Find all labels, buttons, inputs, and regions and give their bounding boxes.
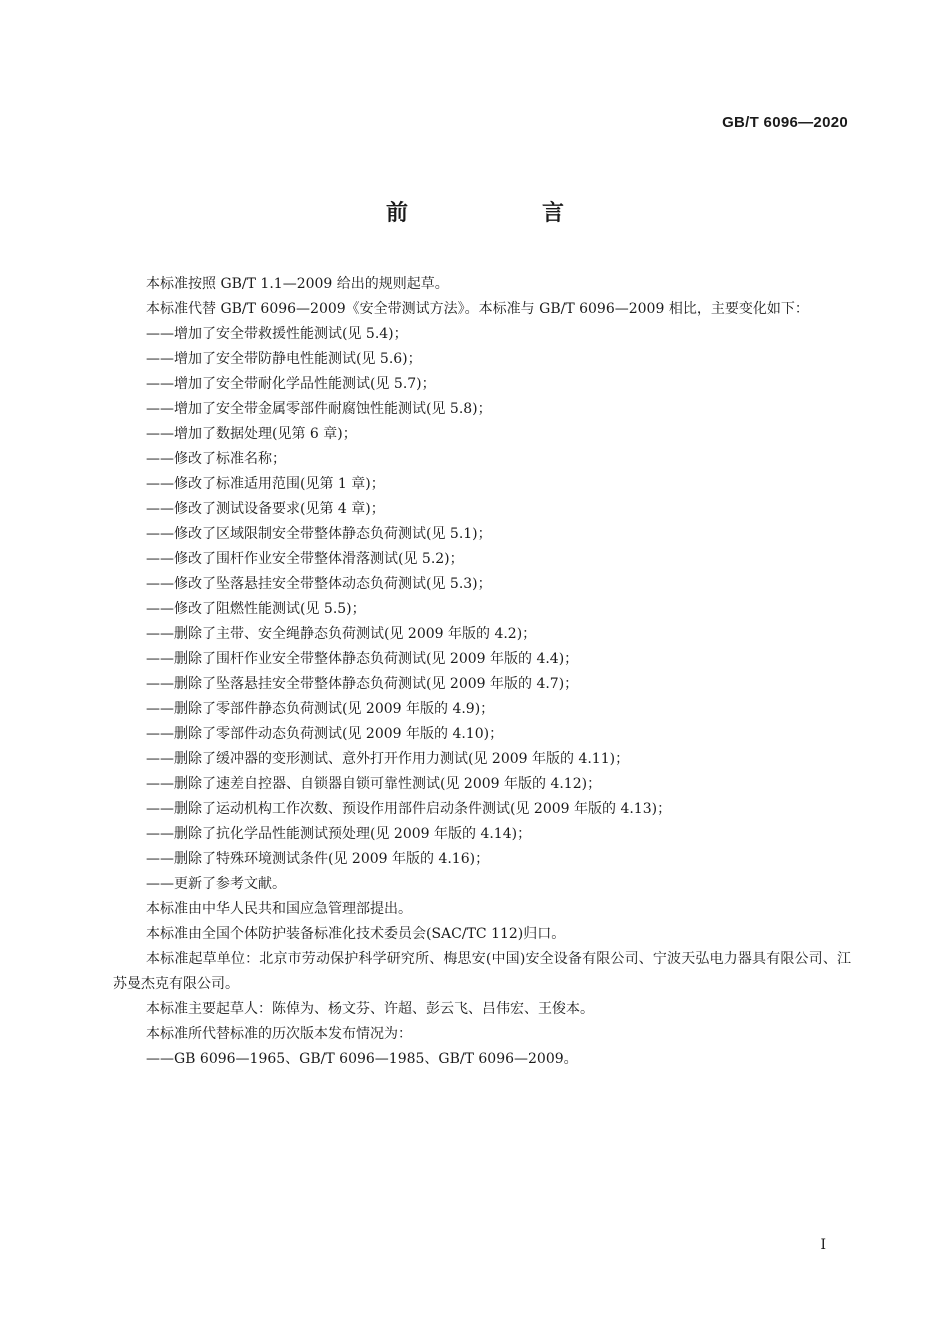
list-item: ——删除了缓冲器的变形测试、意外打开作用力测试(见 2009 年版的 4.11)； <box>146 751 630 767</box>
list-item: ——修改了标准适用范围(见第 1 章)； <box>146 476 385 492</box>
list-item: ——删除了围杆作业安全带整体静态负荷测试(见 2009 年版的 4.4)； <box>146 651 579 667</box>
standard-number: GB/T 6096—2020 <box>722 114 848 131</box>
list-item: ——修改了围杆作业安全带整体滑落测试(见 5.2)； <box>146 551 464 567</box>
list-item: ——增加了安全带防静电性能测试(见 5.6)； <box>146 351 422 367</box>
list-item: ——增加了安全带耐化学品性能测试(见 5.7)； <box>146 376 436 392</box>
list-item: ——修改了标准名称； <box>146 451 286 467</box>
closing-paragraph: 本标准由中华人民共和国应急管理部提出。 <box>146 901 412 917</box>
list-item: ——删除了零部件动态负荷测试(见 2009 年版的 4.10)； <box>146 726 504 742</box>
closing-paragraph: 本标准主要起草人：陈倬为、杨文芬、许超、彭云飞、吕伟宏、王俊本。 <box>146 1001 594 1017</box>
list-item: ——删除了抗化学品性能测试预处理(见 2009 年版的 4.14)； <box>146 826 532 842</box>
list-item: ——增加了安全带救援性能测试(见 5.4)； <box>146 326 408 342</box>
list-item: ——修改了阻燃性能测试(见 5.5)； <box>146 601 366 617</box>
history-item: ——GB 6096—1965、GB/T 6096—1985、GB/T 6096—2009。 <box>146 1051 578 1067</box>
list-item: ——删除了运动机构工作次数、预设作用部件启动条件测试(见 2009 年版的 4.13)； <box>146 801 672 817</box>
changes-list <box>113 322 851 897</box>
list-item: ——删除了速差自控器、自锁器自锁可靠性测试(见 2009 年版的 4.12)； <box>146 776 602 792</box>
page-number: I <box>820 1237 826 1253</box>
closing-paragraph: 本标准起草单位：北京市劳动保护科学研究所、梅思安(中国)安全设备有限公司、宁波天弘电力器具有限公司、江苏曼杰克有限公司。 <box>113 951 851 992</box>
intro-paragraph: 本标准按照 GB/T 1.1—2009 给出的规则起草。 <box>146 276 449 292</box>
list-item: ——删除了零部件静态负荷测试(见 2009 年版的 4.9)； <box>146 701 495 717</box>
closing-paragraph: 本标准由全国个体防护装备标准化技术委员会(SAC/TC 112)归口。 <box>146 926 566 942</box>
list-item: ——增加了安全带金属零部件耐腐蚀性能测试(见 5.8)； <box>146 401 492 417</box>
list-item: ——删除了特殊环境测试条件(见 2009 年版的 4.16)； <box>146 851 490 867</box>
closing-paragraph: 本标准所代替标准的历次版本发布情况为： <box>146 1026 412 1042</box>
document-body <box>113 272 851 1072</box>
list-item: ——修改了测试设备要求(见第 4 章)； <box>146 501 385 517</box>
list-item: ——删除了主带、安全绳静态负荷测试(见 2009 年版的 4.2)； <box>146 626 537 642</box>
list-item: ——修改了坠落悬挂安全带整体动态负荷测试(见 5.3)； <box>146 576 492 592</box>
list-item: ——修改了区域限制安全带整体静态负荷测试(见 5.1)； <box>146 526 492 542</box>
list-item: ——增加了数据处理(见第 6 章)； <box>146 426 357 442</box>
intro-paragraph: 本标准代替 GB/T 6096—2009《安全带测试方法》。本标准与 GB/T 6096—2009 相比，主要变化如下： <box>146 301 809 317</box>
list-item: ——删除了坠落悬挂安全带整体静态负荷测试(见 2009 年版的 4.7)； <box>146 676 579 692</box>
page-title: 前 言 <box>385 201 620 226</box>
list-item: ——更新了参考文献。 <box>146 876 286 892</box>
